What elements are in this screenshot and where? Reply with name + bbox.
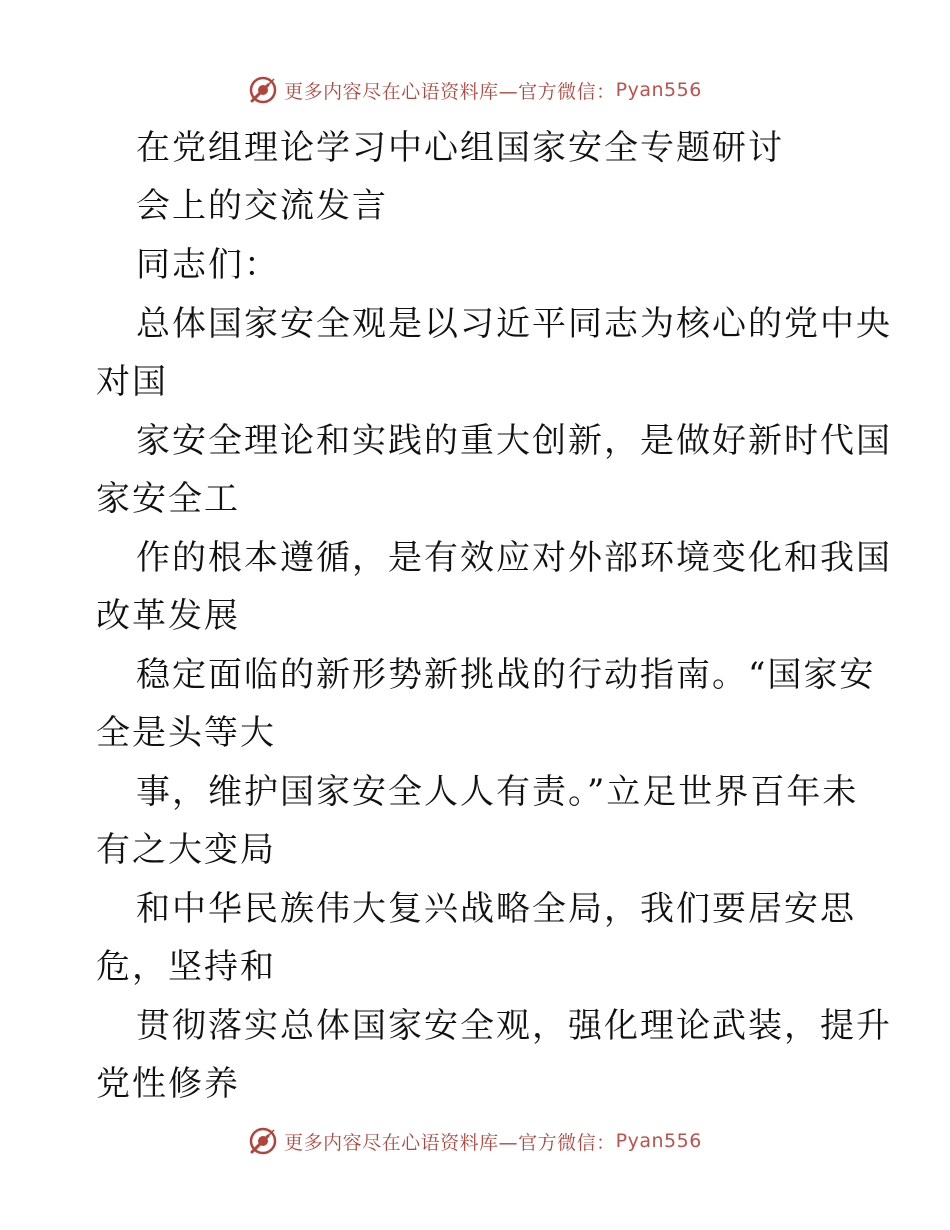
paragraph-line: 全是头等大 bbox=[96, 713, 276, 753]
paragraph-line: 稳定面临的新形势新挑战的行动指南。“国家安 bbox=[136, 655, 876, 695]
footer-watermark bbox=[0, 1121, 950, 1161]
paragraph-line: 贯彻落实总体国家安全观，强化理论武装，提升 bbox=[136, 1006, 892, 1046]
paragraph-line: 总体国家安全观是以习近平同志为核心的党中央 bbox=[136, 304, 892, 344]
watermark-text: 更多内容尽在心语资料库—官方微信： bbox=[284, 80, 616, 103]
paragraph-line: 家安全工 bbox=[96, 479, 240, 519]
paragraph-line: 党性修养 bbox=[96, 1064, 240, 1104]
paragraph-line: 对国 bbox=[96, 362, 168, 402]
paragraph-line: 危，坚持和 bbox=[96, 947, 276, 987]
pen-logo-icon bbox=[248, 75, 278, 105]
paragraph-line: 家安全理论和实践的重大创新，是做好新时代国 bbox=[136, 421, 892, 461]
paragraph-line: 事，维护国家安全人人有责。”立足世界百年未 bbox=[136, 772, 859, 812]
header-watermark bbox=[0, 70, 950, 110]
paragraph-line: 作的根本遵循，是有效应对外部环境变化和我国 bbox=[136, 538, 892, 578]
salutation: 同志们： bbox=[136, 245, 280, 285]
title-line-2: 会上的交流发言 bbox=[136, 186, 388, 226]
paragraph-line: 改革发展 bbox=[96, 596, 240, 636]
watermark-handle: Pyan556 bbox=[615, 79, 702, 101]
pen-logo-icon bbox=[248, 1126, 278, 1156]
paragraph-line: 和中华民族伟大复兴战略全局，我们要居安思 bbox=[136, 889, 856, 929]
title-line-1: 在党组理论学习中心组国家安全专题研讨 bbox=[136, 128, 784, 168]
paragraph-line: 有之大变局 bbox=[96, 830, 276, 870]
watermark-text: 更多内容尽在心语资料库—官方微信： bbox=[284, 1131, 616, 1154]
watermark-handle: Pyan556 bbox=[615, 1130, 702, 1152]
